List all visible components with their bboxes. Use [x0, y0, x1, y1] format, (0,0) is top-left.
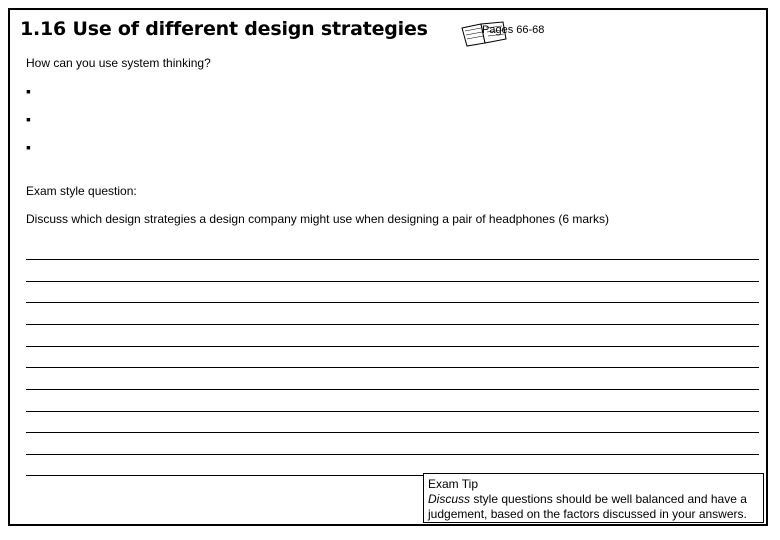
pages-reference: Pages 66-68: [482, 24, 545, 36]
answer-line[interactable]: [26, 411, 759, 412]
answer-line[interactable]: [26, 302, 759, 303]
exam-tip-keyword: Discuss: [428, 492, 471, 506]
worksheet-frame: [8, 8, 768, 526]
answer-line[interactable]: [26, 454, 759, 455]
answer-line[interactable]: [26, 324, 759, 325]
exam-question-label: Exam style question:: [26, 184, 137, 198]
answer-line[interactable]: [26, 432, 759, 433]
exam-tip-box: [423, 473, 764, 523]
system-thinking-question: How can you use system thinking?: [26, 56, 211, 70]
exam-tip-title: Exam Tip: [428, 477, 479, 491]
bullet-point-2: ▪: [26, 111, 31, 127]
exam-tip-text: style questions should be well balanced and have a judgement, based on the factors discussed in your answers.: [428, 492, 747, 521]
answer-line[interactable]: [26, 281, 759, 282]
answer-line[interactable]: [26, 259, 759, 260]
answer-line[interactable]: [26, 389, 759, 390]
page-title: 1.16 Use of different design strategies: [20, 18, 428, 40]
bullet-point-3: ▪: [26, 139, 31, 155]
exam-question-prompt: Discuss which design strategies a design company might use when designing a pair of headphones (6 marks): [26, 212, 609, 226]
answer-line[interactable]: [26, 346, 759, 347]
answer-line[interactable]: [26, 367, 759, 368]
bullet-point-1: ▪: [26, 83, 31, 99]
